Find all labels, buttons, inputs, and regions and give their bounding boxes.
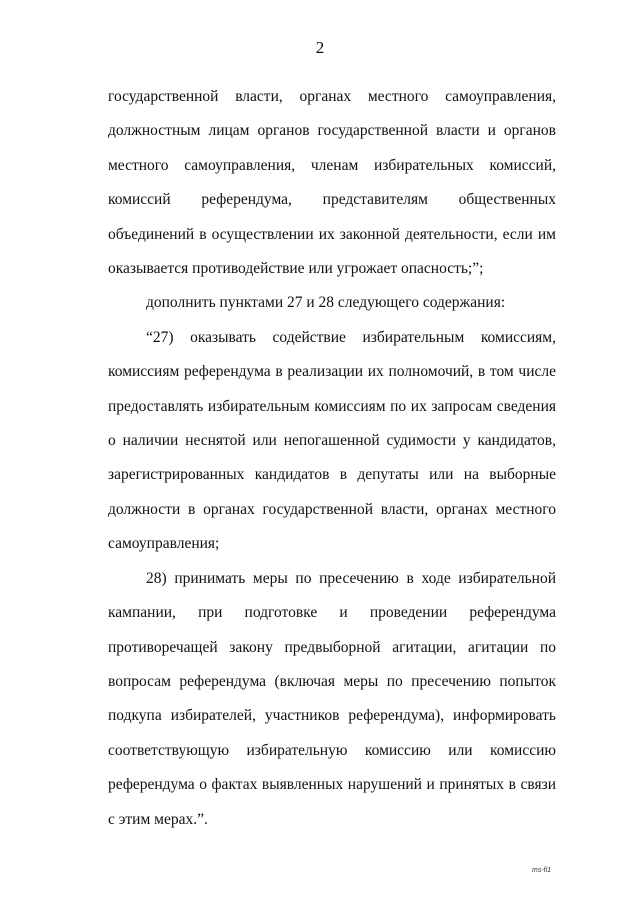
paragraph-item-27: “27) оказывать содействие избирательным комиссиям, комиссиям референдума в реализации их полномочий, в том числе предоставлять избирательным комиссиям по их запросам сведения о наличии неснятой или непогашенной судимости у кандидатов, зарегистрированных кандидатов в депутаты или на выборные должности в органах государственной власти, органах местного самоуправления; (108, 328, 556, 553)
paragraph-continuation: государственной власти, органах местного самоуправления, должностным лицам органов государственной власти и органов местного самоуправления, членам избирательных комиссий, комиссий референдума, представителям общественных объединений в осуществлении их законной деятельности, если им оказывается противодействие или угрожает опасность;”; (108, 88, 556, 278)
paragraph-amendment-intro: дополнить пунктами 27 и 28 следующего содержания: (146, 294, 506, 312)
page-number: 2 (315, 38, 325, 57)
paragraph-item-28: 28) принимать меры по пресечению в ходе избирательной кампании, при подготовке и проведении референдума противоречащей закону предвыборной агитации, агитации по вопросам референдума (включая меры по пресечению попыток подкупа избирателей, участников референдума), информировать соответствующую избирательную комиссию или комиссию референдума о фактах выявленных нарушений и принятых в связи с этим мерах.”. (108, 569, 556, 828)
document-body (108, 80, 556, 837)
footer-mark: ms-fi1 (532, 867, 552, 874)
